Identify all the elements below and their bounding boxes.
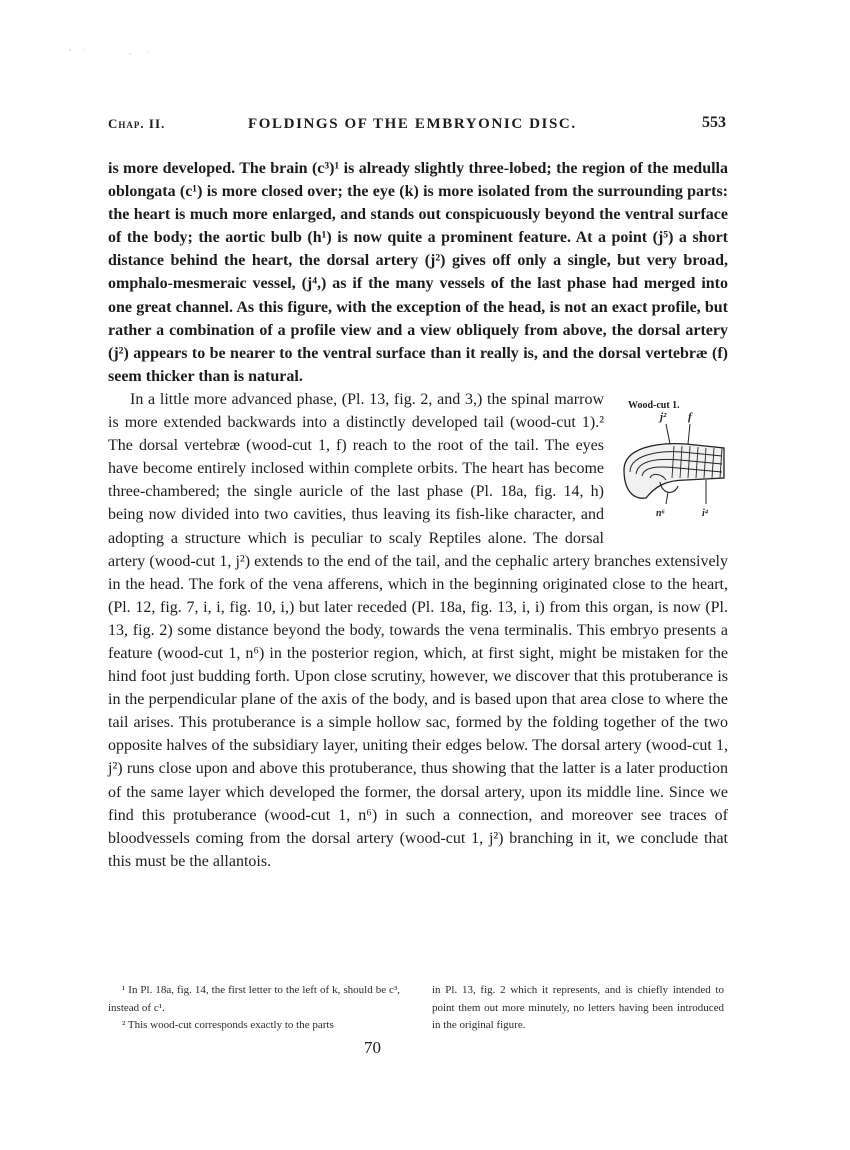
folio-number: 70 xyxy=(364,1038,381,1057)
label-j2: j² xyxy=(660,410,667,423)
label-n6: n⁶ xyxy=(656,507,666,519)
label-i4: i⁴ xyxy=(702,507,709,519)
running-header xyxy=(108,114,726,136)
footnote-1: ¹ In Pl. 18a, fig. 14, the first letter to the left of k, should be c³, instead of c¹. xyxy=(108,984,400,1014)
footnote-2: ² This wood-cut corresponds exactly to the parts xyxy=(122,1019,334,1031)
paragraph-continued: is more developed. The brain (c³)¹ is already slightly three-lobed; the region of the medulla oblongata (c¹) is more closed over; the eye (k) is more isolated from the surrounding parts: the heart is much more enlarged, and stands out conspicuously beyond the ventral surface of the body; the aortic bulb (h¹) is now quite a prominent feature. At a point (j⁵) a short distance behind the heart, the dorsal artery (j²) gives off only a single, but very broad, omphalo-mesmeraic vessel, (j⁴,) as if the many vessels of the last phase had merged into one great channel. As this figure, with the exception of the head, is not an exact profile, but rather a combination of a profile view and a view obliquely from above, the dorsal artery (j²) appears to be nearer to the ventral surface than it really is, and the dorsal vertebræ (f) seem thicker than is natural. xyxy=(108,160,728,385)
label-f: f xyxy=(688,410,692,423)
figure-caption: Wood-cut 1. xyxy=(628,399,680,411)
scan-speck-marks xyxy=(60,42,180,82)
main-text xyxy=(108,157,728,873)
embryo-woodcut-drawing xyxy=(616,408,728,526)
chapter-label: Chap. II. xyxy=(108,116,166,131)
paragraph-advanced-phase: In a little more advanced phase, (Pl. 13, fig. 2, and 3,) the spinal marrow is more extended backwards into a distinctly developed tail (wood-cut 1).² The dorsal vertebræ (wood-cut 1, f) reach to the root of the tail. The eyes have become entirely inclosed within complete orbits. The heart has become three-chambered; the single auricle of the last phase (Pl. 18a, fig. 14, h) being now divided into two cavities, thus leaving its fish-like character, and adopting a structure which is peculiar to scaly Reptiles alone. The dorsal artery (wood-cut 1, j²) extends to the end of the tail, and the cephalic artery branches extensively in the head. The fork of the vena afferens, which in the beginning originated close to the heart, (Pl. 12, fig. 7, i, i, fig. 10, i,) but later receded (Pl. 18a, fig. 13, i, i) from this organ, is now (Pl. 13, fig. 2) some distance beyond the body, towards the vena terminalis. This embryo presents a feature (wood-cut 1, n⁶) in the posterior region, which, at first sight, might be mistaken for the hind foot just budding forth. Upon close scrutiny, however, we discover that this protuberance is in the perpendicular plane of the axis of the body, and is based upon that area close to where the tail arises. This protuberance is a simple hollow sac, formed by the folding together of the two opposite halves of the subsidiary layer, uniting their edges below. The dorsal artery (wood-cut 1, j²) runs close upon and above this protuberance, thus showing that the latter is a later production of the same layer which developed the former, the dorsal artery, upon its middle line. Since we find this protuberance (wood-cut 1, n⁶) in such a connection, and moreover see traces of bloodvessels coming from the dorsal artery (wood-cut 1, j²) branching in it, we conclude that this must be the allantois. xyxy=(108,390,728,870)
footnote-2-continued: in Pl. 13, fig. 2 which it represents, and is chiefly intended to point them out more minutely, no letters having been introduced in the original figure. xyxy=(432,984,724,1031)
page-number: 553 xyxy=(702,114,726,131)
woodcut-figure xyxy=(616,394,728,526)
running-title: FOLDINGS OF THE EMBRYONIC DISC. xyxy=(248,116,577,132)
footnotes-left xyxy=(108,982,400,1035)
footnotes-right xyxy=(432,982,724,1035)
